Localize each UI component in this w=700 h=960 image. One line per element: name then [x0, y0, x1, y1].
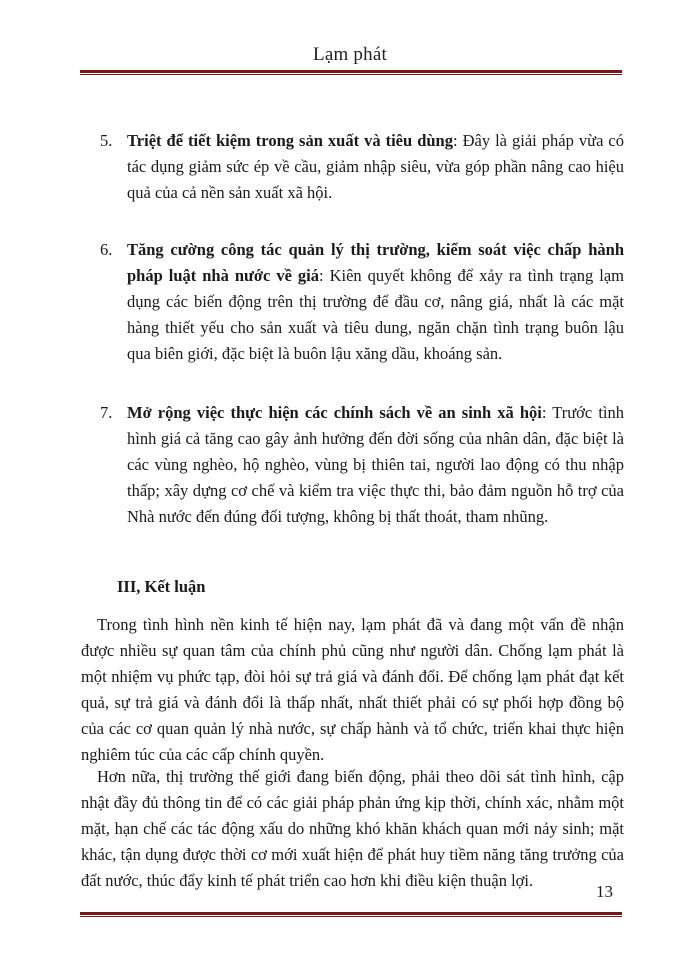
page-number: 13 [596, 882, 613, 901]
page-header-title: Lạm phát [313, 44, 387, 65]
conclusion-paragraph-1 [81, 612, 624, 768]
section-heading: III, Kết luận [117, 577, 206, 596]
list-item-5 [100, 128, 624, 206]
list-item-number: 5. [100, 131, 113, 150]
paragraph-text: Trong tình hình nền kinh tế hiện nay, lạm phát đã và đang một vấn đề nhận được nhiều sự quan tâm của chính phủ cũng như người dân. Chống lạm phát là một nhiệm vụ phức tạp, đòi hỏi sự trả giá và đánh đổi. Để chống lạm phát đạt kết quả, sự trả giá và đánh đổi là thấp nhất, nhất thiết phải có sự phối hợp đồng bộ của các cơ quan quản lý nhà nước, sự chấp hành và tổ chức, triển khai thực hiện nghiêm túc của các cấp chính quyền. [81, 615, 624, 764]
footer-divider [80, 912, 622, 917]
list-item-7 [100, 400, 624, 530]
list-item-heading: Triệt để tiết kiệm trong sản xuất và tiêu dùng [127, 131, 453, 150]
list-item-heading: Mở rộng việc thực hiện các chính sách về an sinh xã hội [127, 403, 542, 422]
list-item-number: 6. [100, 240, 113, 259]
list-item-6 [100, 237, 624, 367]
list-item-text: : Kiên quyết không để xảy ra tình trạng lạm dụng các biến động trên thị trường để đầu cơ, nâng giá, nhất là các mặt hàng thiết yếu cho sản xuất và tiêu dung, ngăn chặn tình trạng buôn lậu qua biên giới, đặc biệt là buôn lậu xăng dầu, khoáng sản. [127, 266, 625, 363]
list-item-text: : Đây là giải pháp vừa có tác dụng giảm sức ép về cầu, giảm nhập siêu, vừa góp phần nâng cao hiệu quả của cả nền sản xuất xã hội. [127, 131, 624, 202]
header-divider [80, 70, 622, 75]
list-item-number: 7. [100, 403, 113, 422]
conclusion-paragraph-2 [81, 764, 624, 894]
list-item-heading: Tăng cường công tác quản lý thị trường, kiểm soát việc chấp hành pháp luật nhà nước về giá [127, 240, 624, 285]
paragraph-text: Hơn nữa, thị trường thế giới đang biến động, phải theo dõi sát tình hình, cập nhật đầy đủ thông tin để có các giải pháp phản ứng kịp thời, chính xác, nhằm một mặt, hạn chế các tác động xấu do những khó khăn khách quan mới nảy sinh; mặt khác, tận dụng được thời cơ mới xuất hiện để phát huy tiềm năng tăng trưởng của đất nước, thúc đẩy kinh tế phát triển cao hơn khi điều kiện thuận lợi. [81, 767, 624, 890]
list-item-text: : Trước tình hình giá cả tăng cao gây ảnh hưởng đến đời sống của nhân dân, đặc biệt là các vùng nghèo, hộ nghèo, vùng bị thiên tai, người lao động có thu nhập thấp; xây dựng cơ chế và kiểm tra việc thực thi, bảo đảm nguồn hỗ trợ của Nhà nước đến đúng đối tượng, không bị thất thoát, tham nhũng. [127, 403, 624, 526]
